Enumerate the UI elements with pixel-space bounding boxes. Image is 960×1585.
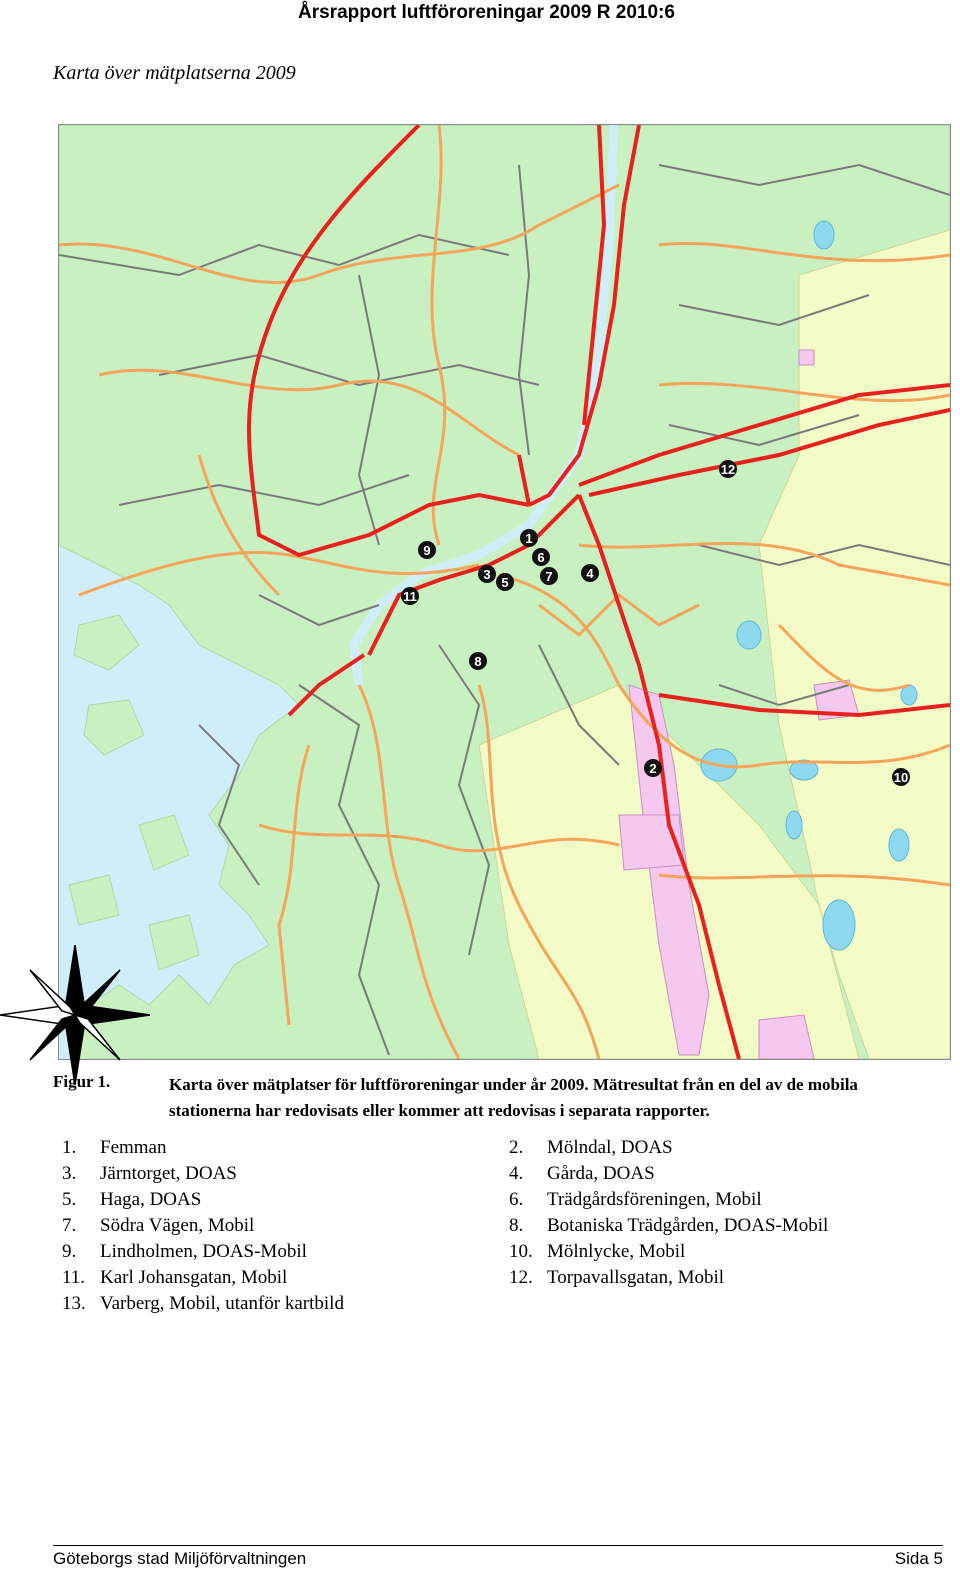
svg-text:7: 7 <box>545 569 553 584</box>
figure-label: Figur 1. <box>53 1072 111 1091</box>
marker-6[interactable] <box>532 548 550 566</box>
compass-rose-icon <box>0 945 150 1090</box>
svg-text:2: 2 <box>649 761 657 776</box>
marker-2[interactable] <box>644 759 662 777</box>
legend-item: 11. Karl Johansgatan, Mobil <box>62 1267 288 1288</box>
svg-text:10: 10 <box>893 770 909 785</box>
map-heading: Karta över mätplatserna 2009 <box>53 62 296 84</box>
svg-text:12: 12 <box>720 462 736 477</box>
svg-text:4: 4 <box>586 566 594 581</box>
legend-item: 12. Torpavallsgatan, Mobil <box>509 1267 725 1288</box>
marker-10[interactable] <box>892 768 910 786</box>
industrial-area <box>799 350 814 365</box>
marker-1[interactable] <box>520 529 538 547</box>
legend-item: 1. Femman <box>62 1137 167 1158</box>
map[interactable] <box>58 124 951 1060</box>
lake <box>823 900 855 950</box>
legend-item: 5. Haga, DOAS <box>62 1189 202 1210</box>
footer-divider <box>53 1545 943 1546</box>
marker-3[interactable] <box>478 565 496 583</box>
legend-item: 7. Södra Vägen, Mobil <box>62 1215 255 1236</box>
map-graphic <box>59 125 950 1059</box>
svg-text:11: 11 <box>403 589 417 604</box>
svg-text:6: 6 <box>537 550 545 565</box>
legend-item: 2. Mölndal, DOAS <box>509 1137 673 1158</box>
svg-text:9: 9 <box>423 543 431 558</box>
legend-item: 3. Järntorget, DOAS <box>62 1163 237 1184</box>
legend-item: 10. Mölnlycke, Mobil <box>509 1241 686 1262</box>
lake <box>889 829 909 861</box>
marker-8[interactable] <box>469 652 487 670</box>
legend-item: 4. Gårda, DOAS <box>509 1163 655 1184</box>
svg-text:5: 5 <box>501 575 509 590</box>
lake <box>786 811 802 839</box>
report-title: Årsrapport luftföroreningar 2009 R 2010:6 <box>298 2 675 23</box>
svg-text:8: 8 <box>474 654 482 669</box>
marker-12[interactable] <box>719 460 737 478</box>
industrial-area <box>759 1015 814 1059</box>
marker-9[interactable] <box>418 541 436 559</box>
marker-5[interactable] <box>496 573 514 591</box>
svg-text:1: 1 <box>525 531 533 546</box>
figure-caption: Karta över mätplatser för luftföroreningar under år 2009. Mätresultat från en del av de mobila stationerna har redovisats eller kommer att redovisas i separata rapporter. <box>169 1075 858 1120</box>
page-number: Sida 5 <box>894 1549 943 1568</box>
legend-item: 6. Trädgårdsföreningen, Mobil <box>509 1189 762 1210</box>
lake <box>737 621 761 649</box>
svg-text:3: 3 <box>483 567 491 582</box>
legend-item: 9. Lindholmen, DOAS-Mobil <box>62 1241 307 1262</box>
footer-organization: Göteborgs stad Miljöförvaltningen <box>53 1549 307 1568</box>
legend-item: 13. Varberg, Mobil, utanför kartbild <box>62 1293 344 1314</box>
legend-item: 8. Botaniska Trädgården, DOAS-Mobil <box>509 1215 829 1236</box>
marker-7[interactable] <box>540 567 558 585</box>
marker-11[interactable] <box>401 587 419 605</box>
lake <box>814 221 834 249</box>
marker-4[interactable] <box>581 564 599 582</box>
